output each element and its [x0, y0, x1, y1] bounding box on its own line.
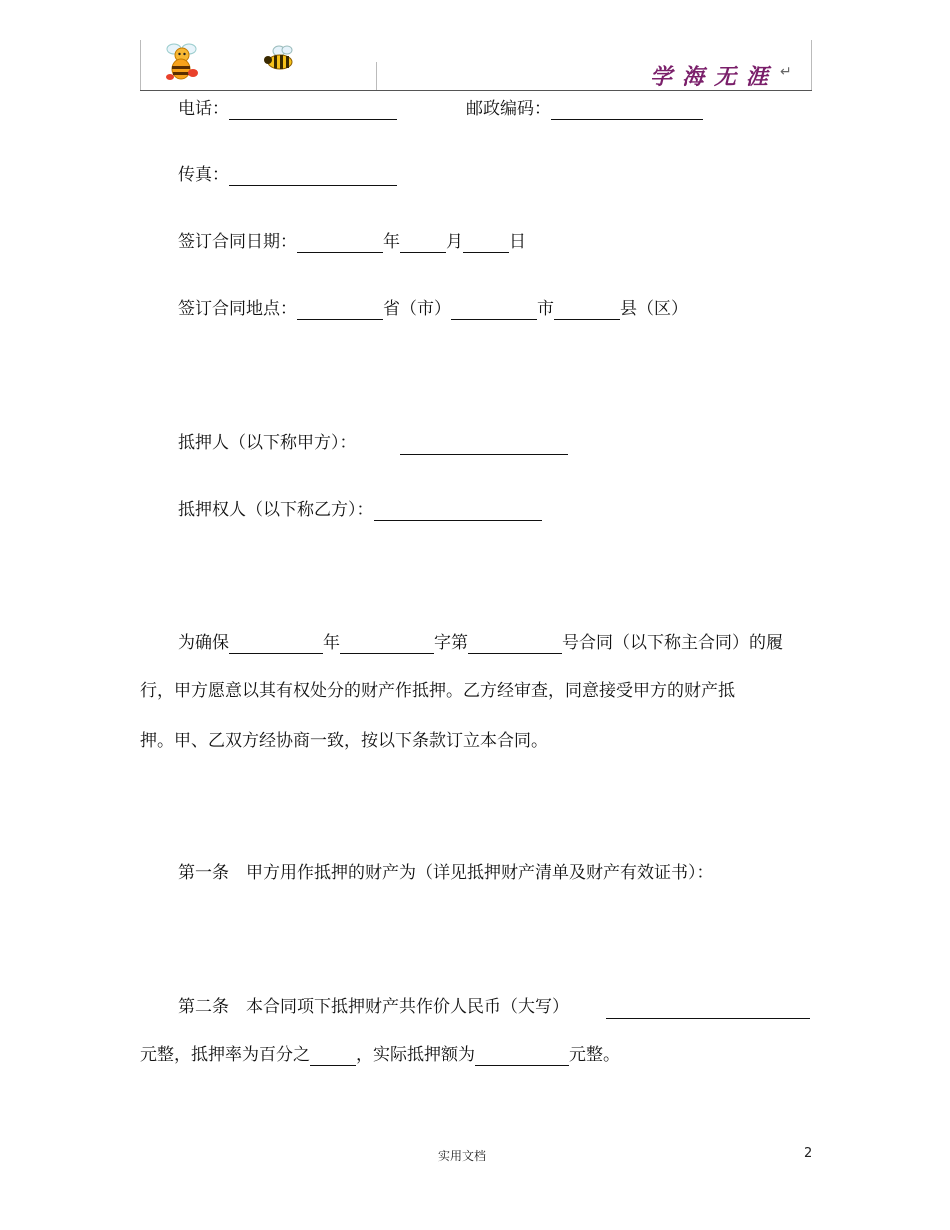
postal-code-field[interactable] — [551, 101, 703, 120]
intro-line-1 — [178, 632, 783, 654]
article-1 — [178, 862, 714, 884]
sign-place-label: 签订合同地点： — [178, 299, 297, 319]
sign-province-field[interactable] — [297, 301, 383, 320]
page-number: 2 — [804, 1146, 813, 1161]
phone-line — [178, 98, 397, 120]
party-b-field[interactable] — [374, 502, 542, 521]
valuation-amount-field[interactable] — [606, 1000, 810, 1019]
sign-month-field[interactable] — [400, 234, 446, 253]
sign-county-field[interactable] — [554, 301, 620, 320]
intro-line-2 — [140, 680, 735, 702]
header-left-rule — [140, 40, 141, 90]
article-2-text-c: 元整。 — [569, 1045, 620, 1065]
article-2-line-2 — [140, 1044, 620, 1066]
province-label: 省（市） — [383, 299, 451, 319]
sign-date-line — [178, 231, 526, 253]
bee-mascot-icon — [160, 40, 204, 82]
intro-text-d: 号合同（以下称主合同）的履 — [562, 633, 783, 653]
article-2-text-a: 元整，抵押率为百分之 — [140, 1045, 310, 1065]
sign-city-field[interactable] — [451, 301, 537, 320]
intro-text-3: 押。甲、乙双方经协商一致，按以下条款订立本合同。 — [140, 731, 548, 751]
intro-line-3 — [140, 730, 548, 752]
article-1-text: 第一条 甲方用作抵押的财产为（详见抵押财产清单及财产有效证书）： — [178, 863, 714, 883]
actual-mortgage-amount-field[interactable] — [475, 1047, 569, 1066]
county-label: 县（区） — [620, 299, 688, 319]
main-contract-number-field[interactable] — [468, 635, 562, 654]
fax-label: 传真： — [178, 165, 229, 185]
article-2-text: 第二条 本合同项下抵押财产共作价人民币（大写） — [178, 997, 569, 1017]
city-label: 市 — [537, 299, 554, 319]
intro-text-2: 行，甲方愿意以其有权处分的财产作抵押。乙方经审查，同意接受甲方的财产抵 — [140, 681, 735, 701]
footer-label: 实用文档 — [438, 1149, 487, 1163]
intro-text-a: 为确保 — [178, 633, 229, 653]
main-contract-prefix-field[interactable] — [340, 635, 434, 654]
intro-text-c: 字第 — [434, 633, 468, 653]
mortgage-rate-field[interactable] — [310, 1047, 356, 1066]
fax-field[interactable] — [229, 167, 397, 186]
day-label: 日 — [509, 232, 526, 252]
year-label: 年 — [383, 232, 400, 252]
party-a-field[interactable] — [400, 436, 568, 455]
party-a-label: 抵押人（以下称甲方）： — [178, 433, 357, 453]
sign-place-line — [178, 298, 688, 320]
header-right-rule — [811, 40, 812, 90]
party-b-line — [178, 499, 542, 521]
sign-date-label: 签订合同日期： — [178, 232, 297, 252]
party-b-label: 抵押权人（以下称乙方）： — [178, 500, 374, 520]
article-2-text-b: ，实际抵押额为 — [356, 1045, 475, 1065]
bee-icon — [262, 44, 300, 72]
paragraph-mark: ↵ — [780, 64, 792, 80]
header-mid-rule — [376, 62, 377, 90]
party-a-line — [178, 432, 357, 454]
postal-label: 邮政编码： — [466, 99, 551, 119]
phone-label: 电话： — [178, 99, 229, 119]
article-2-line-1 — [178, 996, 569, 1018]
phone-field[interactable] — [229, 101, 397, 120]
sign-day-field[interactable] — [463, 234, 509, 253]
sign-year-field[interactable] — [297, 234, 383, 253]
fax-line — [178, 164, 397, 186]
intro-text-b: 年 — [323, 633, 340, 653]
postal-line — [466, 98, 703, 120]
header-motto: 学海无涯 — [650, 64, 779, 90]
main-contract-year-field[interactable] — [229, 635, 323, 654]
month-label: 月 — [446, 232, 463, 252]
